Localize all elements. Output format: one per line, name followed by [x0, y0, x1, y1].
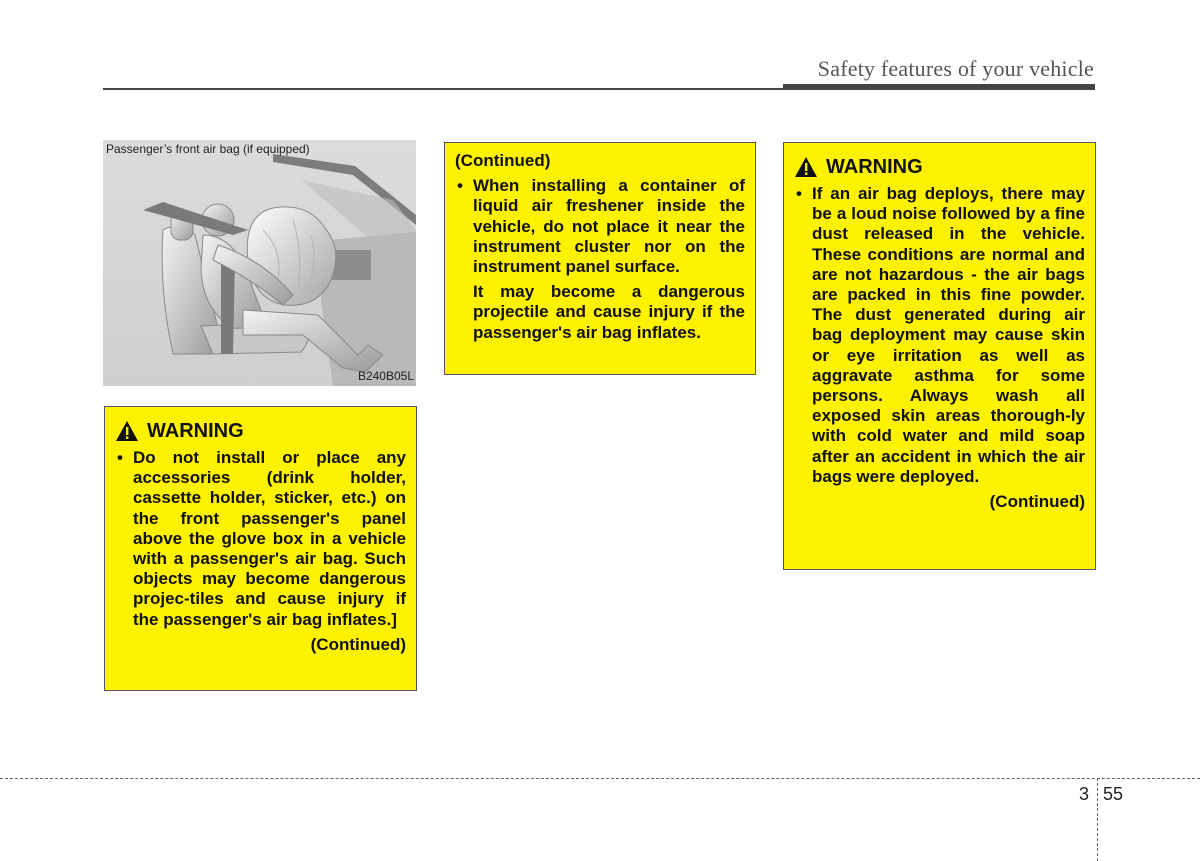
chapter-number: 3	[1079, 784, 1090, 804]
warning-triangle-icon	[115, 420, 139, 442]
warning-heading	[115, 420, 406, 442]
header-rule-accent	[783, 84, 1095, 90]
dust-bullet	[794, 184, 1085, 487]
page-number: 55	[1103, 784, 1124, 804]
freshener-bullet-text: When installing a container of liquid air freshener inside the vehicle, do not place it near the instrument cluster nor on the instrument panel surface.	[473, 176, 745, 277]
warning-heading-text: WARNING	[826, 155, 923, 178]
warning-heading-text: WARNING	[147, 419, 244, 442]
figure-caption: Passenger’s front air bag (if equipped)	[106, 142, 310, 156]
figure-code: B240B05L	[357, 369, 414, 383]
continued-label: (Continued)	[310, 634, 406, 654]
footer-divider	[1097, 778, 1098, 861]
dust-bullet-text: If an air bag deploys, there may be a loud noise followed by a fine dust released in the vehicle. These conditions are normal and are not hazardous - the air bags are packed in this fine powder. The dust generated during air bag deployment may cause skin or eye irritation as well as aggravate asthma for some persons. Always wash all exposed skin areas thorough-ly with cold water and mild soap after an accident in which the air bags were deployed.	[812, 184, 1085, 486]
freshener-paragraph: It may become a dangerous projectile and cause injury if the passenger's air bag inflates.	[473, 282, 745, 342]
warning-box-accessories	[104, 406, 417, 691]
warning-heading	[794, 156, 1085, 178]
bullet-dot-icon: •	[117, 448, 123, 467]
warning-box-airbag-dust	[783, 142, 1096, 570]
footer-rule	[0, 778, 1200, 779]
continued-box-air-freshener	[444, 142, 756, 375]
freshener-bullet	[455, 176, 745, 277]
airbag-illustration	[103, 140, 416, 386]
bullet-dot-icon: •	[457, 176, 463, 196]
continued-label: (Continued)	[989, 492, 1085, 512]
bullet-dot-icon: •	[796, 184, 802, 203]
warning-triangle-icon	[794, 156, 818, 178]
airbag-illustration-drawing	[103, 140, 416, 386]
warning-bullet	[115, 448, 406, 630]
page-header-title: Safety features of your vehicle	[817, 56, 1094, 81]
warning-bullet-text: Do not install or place any accessories (drink holder, cassette holder, sticker, etc.) on the front passenger's panel above the glove box in a vehicle with a passenger's air bag. Such objects may become dangerous projec-tiles and cause injury if the passenger's air bag inflates.]	[133, 448, 406, 629]
continued-top-label: (Continued)	[455, 151, 551, 170]
